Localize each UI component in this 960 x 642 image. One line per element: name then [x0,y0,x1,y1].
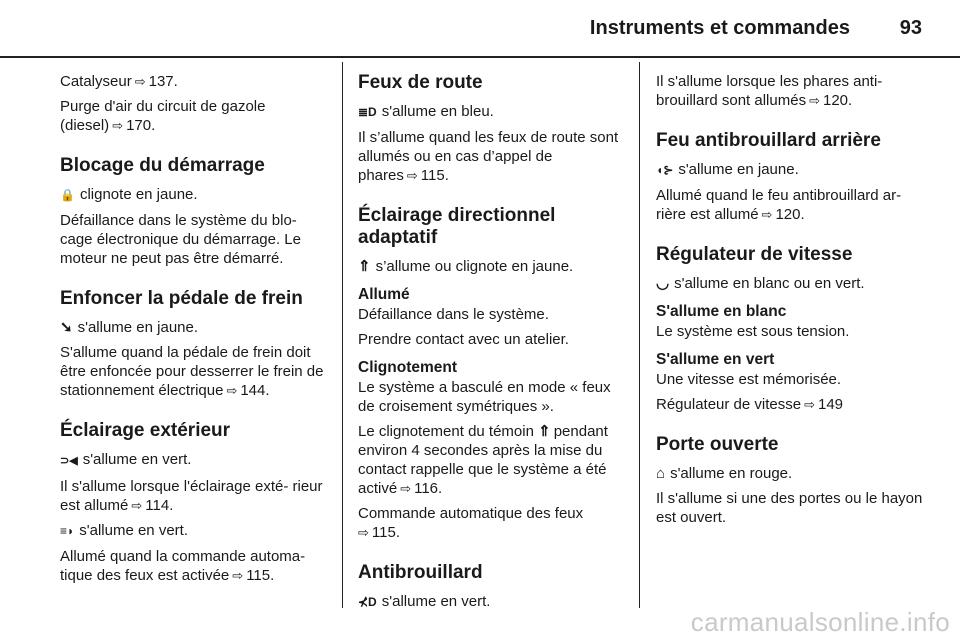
paragraph: Le clignotement du témoin ⇑ pendant environ 4 secondes après la mise du contact rappelle que le système a été activé ⇨ 116. [358,423,608,497]
paragraph: Il s'allume lorsque l'éclairage exté- rieur est allumé ⇨ 114. [60,478,323,514]
section-heading: Éclairage extérieur [60,420,231,441]
exterior-light-icon: ⊃◀ [60,455,78,467]
cruise-control-icon: ◡ [656,275,670,292]
page-ref-arrow-icon: ⇨ [226,383,238,398]
rear-fog-icon: ◖⊱ [656,163,674,177]
paragraph: Purge d'air du circuit de gazole (diesel) ⇨ 170. [60,98,266,134]
page-ref-arrow-icon: ⇨ [406,168,418,183]
paragraph: ⌂ s'allume en rouge. [656,465,793,482]
page-header [0,0,960,58]
section-heading: Régulateur de vitesse [656,244,853,265]
afl-icon: ⇑ [538,423,551,440]
page-ref-arrow-icon: ⇨ [761,207,773,222]
paragraph: ◡ s'allume en blanc ou en vert. [656,275,865,292]
immobilizer-icon: 🔒 [60,188,75,202]
paragraph: Catalyseur ⇨ 137. [60,73,178,90]
paragraph: Allumé quand le feu antibrouillard ar- rière est allumé ⇨ 120. [656,187,902,223]
paragraph: Prendre contact avec un atelier. [358,331,569,348]
paragraph: ◖⊱ s'allume en jaune. [656,161,799,178]
afl-icon: ⇑ [358,258,371,275]
paragraph: Le système est sous tension. [656,323,850,340]
paragraph: Le système a basculé en mode « feux de croisement symétriques ». [358,379,611,415]
watermark: carmanualsonline.info [690,607,950,637]
page-ref-arrow-icon: ⇨ [804,397,815,412]
high-beam-icon: ≣D [358,105,377,119]
paragraph: ⇑ s’allume ou clignote en jaune. [358,258,574,275]
page-ref-arrow-icon: ⇨ [131,498,143,513]
paragraph: Il s'allume si une des portes ou le hayon est ouvert. [656,490,923,526]
brake-icon: ➘ [60,319,73,336]
paragraph: Commande automatique des feux ⇨ 115. [358,505,584,541]
page-ref-arrow-icon: ⇨ [809,93,820,108]
chapter-title: Instruments et commandes [589,17,850,39]
page-ref-arrow-icon: ⇨ [358,525,369,540]
column-1 [60,72,330,591]
paragraph: ≡◗ s'allume en vert. [60,522,188,539]
paragraph: Allumé quand la commande automa- tique des feux est activée ⇨ 115. [60,548,306,584]
paragraph: S'allume quand la pédale de frein doit être enfoncée pour desserrer le frein de stationnement électrique ⇨ 144. [60,344,324,399]
paragraph: ⊀D s'allume en vert. [358,593,491,610]
section-heading: Porte ouverte [656,434,779,455]
subsection-heading: S'allume en blanc [656,303,787,320]
auto-light-icon: ≡◗ [60,524,75,538]
column-3 [656,72,926,533]
subsection-heading: Clignotement [358,359,458,376]
paragraph: ⊃◀ s'allume en vert. [60,450,330,471]
column-divider [639,62,640,608]
paragraph: Une vitesse est mémorisée. [656,371,842,388]
section-heading: Antibrouillard [358,562,483,583]
fog-light-icon: ⊀D [358,595,377,609]
section-heading: Éclairage directionnel adaptatif [358,205,556,248]
paragraph: Défaillance dans le système du blo- cage électronique du démarrage. Le moteur ne peut pas être démarré. [60,212,301,267]
subsection-heading: Allumé [358,286,410,303]
section-heading: Enfoncer la pédale de frein [60,288,303,309]
section-heading: Feux de route [358,72,483,93]
paragraph: ➘ s'allume en jaune. [60,319,199,336]
column-divider [342,62,343,608]
subsection-heading: S'allume en vert [656,351,775,368]
paragraph: 🔒 clignote en jaune. [60,186,198,203]
header-rule [0,56,960,58]
paragraph: ≣D s'allume en bleu. [358,103,494,120]
page-ref-arrow-icon: ⇨ [232,568,244,583]
paragraph: Régulateur de vitesse ⇨ 149 [656,396,844,413]
section-heading: Blocage du démarrage [60,155,265,176]
section-heading: Feu antibrouillard arrière [656,130,881,151]
page-number: 93 [899,17,922,39]
column-2 [358,72,626,618]
paragraph: Il s'allume lorsque les phares anti- brouillard sont allumés ⇨ 120. [656,73,883,109]
paragraph: Il s’allume quand les feux de route sont allumés ou en cas d’appel de phares ⇨ 115. [358,129,619,184]
door-open-icon: ⌂ [656,465,666,482]
page-ref-arrow-icon: ⇨ [112,118,124,133]
paragraph: Défaillance dans le système. [358,306,549,323]
page-ref-arrow-icon: ⇨ [134,74,146,89]
page-ref-arrow-icon: ⇨ [400,481,412,496]
